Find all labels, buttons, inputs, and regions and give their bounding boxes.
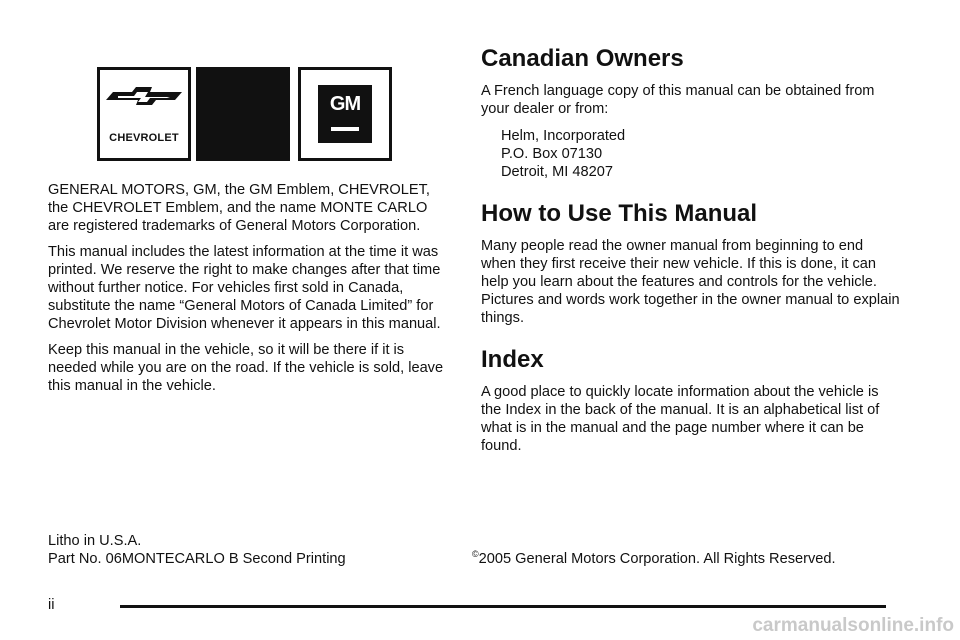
black-panel xyxy=(196,67,290,161)
chevrolet-bowtie-icon xyxy=(100,70,188,130)
copyright-text: 2005 General Motors Corporation. All Rights Reserved. xyxy=(478,550,836,567)
left-column xyxy=(48,181,448,403)
gm-logo-icon xyxy=(318,85,372,143)
litho-line: Litho in U.S.A. xyxy=(48,533,142,549)
footer-rule xyxy=(120,605,886,608)
how-to-use-paragraph: Many people read the owner manual from beginning to end when they first receive their new vehicle. If this is done, it can help you learn about the features and controls for the vehicle. Pictures and words work together in the owner manual to explain things. xyxy=(481,238,900,326)
address-block xyxy=(501,127,901,181)
address-line: Detroit, MI 48207 xyxy=(501,164,613,180)
canadian-owners-paragraph: A French language copy of this manual can be obtained from your dealer or from: xyxy=(481,83,875,117)
part-number-line: Part No. 06MONTECARLO B Second Printing xyxy=(48,551,346,567)
print-info xyxy=(48,532,346,568)
index-paragraph: A good place to quickly locate information about the vehicle is the Index in the back of the manual. It is an alphabetical list of what is in the manual and the page number where it can be found. xyxy=(481,384,880,454)
watermark-link[interactable]: carmanualsonline.info xyxy=(752,615,954,636)
copyright-line xyxy=(472,545,836,568)
how-to-use-heading: How to Use This Manual xyxy=(481,200,758,227)
canadian-owners-heading: Canadian Owners xyxy=(481,45,684,72)
address-line: Helm, Incorporated xyxy=(501,128,626,144)
keep-manual-paragraph: Keep this manual in the vehicle, so it will be there if it is needed while you are on the road. If the vehicle is sold, leave this manual in the vehicle. xyxy=(48,342,444,394)
copyright-icon: © xyxy=(472,549,479,559)
address-line: P.O. Box 07130 xyxy=(501,146,603,162)
trademark-paragraph: GENERAL MOTORS, GM, the GM Emblem, CHEVROLET, the CHEVROLET Emblem, and the name MONTE CARLO are registered trademarks of General Motors Corporation. xyxy=(48,182,430,234)
gm-underline-bar xyxy=(331,127,359,131)
right-column xyxy=(481,42,901,455)
latest-info-paragraph: This manual includes the latest information at the time it was printed. We reserve the right to make changes after that time without further notice. For vehicles first sold in Canada, substitute the name “General Motors of Canada Limited” for Chevrolet Motor Division whenever it appears in this manual. xyxy=(48,244,441,332)
gm-emblem xyxy=(298,67,392,161)
gm-wordmark: GM xyxy=(329,93,361,115)
index-heading: Index xyxy=(481,346,544,373)
chevrolet-wordmark: CHEVROLET xyxy=(109,132,179,144)
page-number: ii xyxy=(48,597,55,613)
chevrolet-emblem xyxy=(97,67,191,161)
brand-logos xyxy=(97,67,392,161)
